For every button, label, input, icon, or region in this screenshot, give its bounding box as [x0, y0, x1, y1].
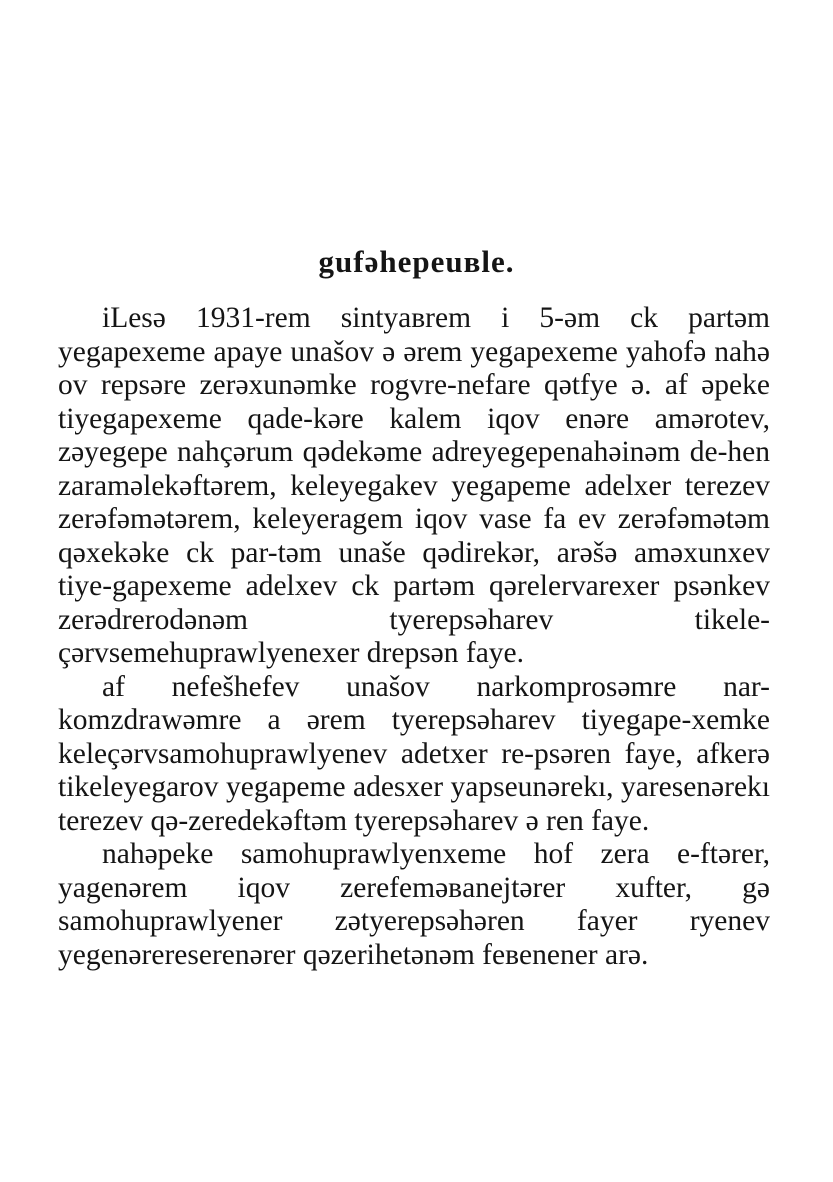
paragraph: nahəpeke samohuprawlyenxeme hof zera e-ftərer, yagenərem iqov zerefeməвanejtərer xufter, gə samohuprawlyener zətyerepsəhəren fayer ryenev yegenərereserenərer qəzerihetənəm feвenener arə.: [58, 838, 770, 971]
paragraph: iLesə 1931-rem sintyaвrem i 5-əm ck partəm yegapexeme apaye unašov ə ərem yegapexeme yahofə nahə ov repsəre zerəxunəmke rogvre-nefare qətfye ə. af əpeke tiyegapexeme qade-kəre kalem iqov enəre amərotev, zəyegepe nahçərum qədekəme adreyegepenahəinəm de-hen zaraməlekəftərem, keleyegakev yegapeme adelxer terezev zerəfəmətərem, keleyeragem iqov vase fa ev zerəfəmətəm qəxekəke ck par-təm unaše qədirekər, arəšə aməxunxev tiye-gapexeme adelxev ck partəm qərelervarexer psənkev zerədrerodənəm tyerepsəharev tikele-çərvsemehuprawlyenexer drepsən faye.: [58, 302, 770, 669]
document-title: gufəhepeuвle.: [318, 244, 515, 279]
document-body: [58, 302, 770, 972]
paragraph: af nefešhefev unašov narkomprosəmre nar-komzdrawəmre a ərem tyerepsəharev tiyegape-xemke keleçərvsamohuprawlyenev adetxer re-psəren faye, afkerə tikeleyegarov yegapeme adesxer yapseunərekı, yaresenərekı terezev qə-zeredekəftəm tyerepsəharev ə ren faye.: [58, 670, 770, 837]
